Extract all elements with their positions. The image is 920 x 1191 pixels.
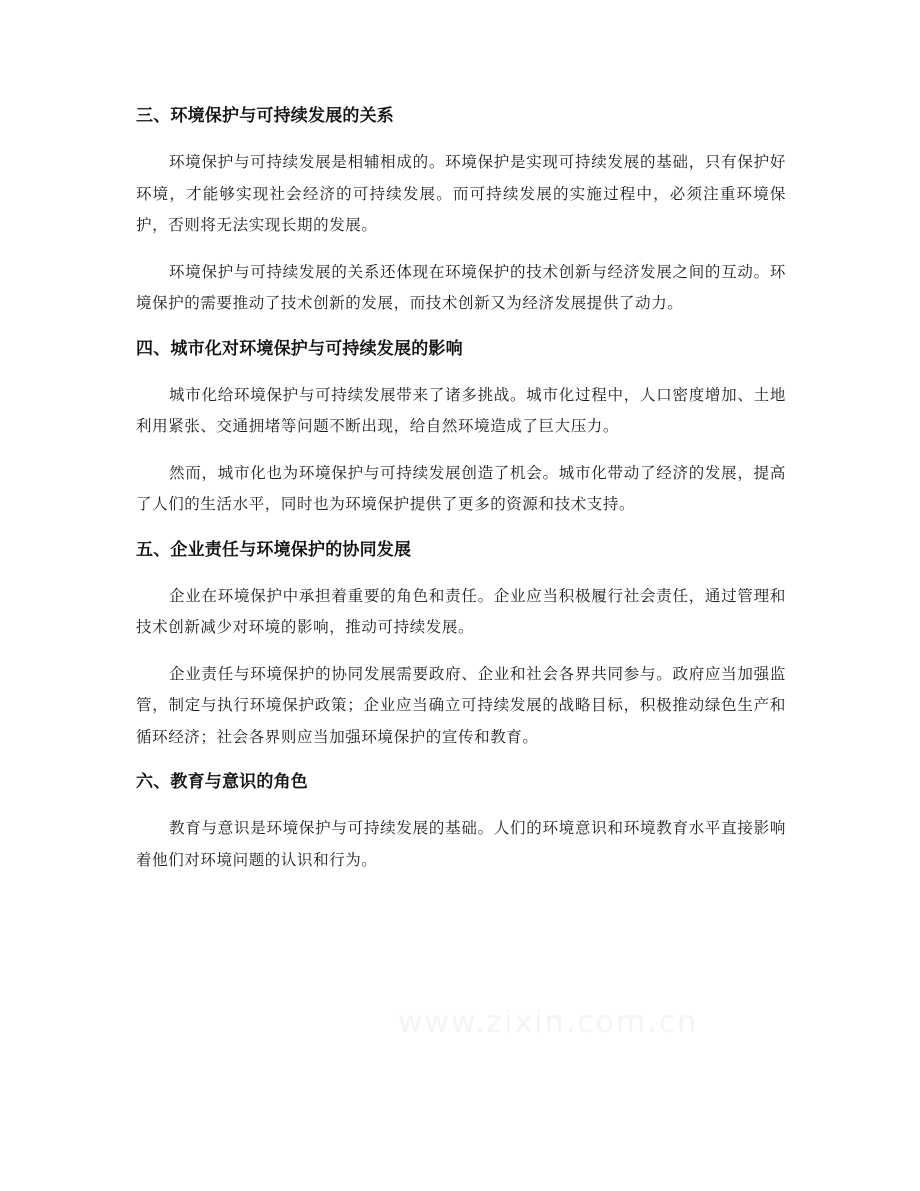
document-body	[136, 103, 786, 876]
paragraph: 环境保护与可持续发展的关系还体现在环境保护的技术创新与经济发展之间的互动。环境保护的需要推动了技术创新的发展，而技术创新又为经济发展提供了动力。	[136, 262, 786, 312]
section-heading-4: 四、城市化对环境保护与可持续发展的影响	[136, 338, 463, 359]
paragraph: 城市化给环境保护与可持续发展带来了诸多挑战。城市化过程中，人口密度增加、土地利用紧张、交通拥堵等问题不断出现，给自然环境造成了巨大压力。	[136, 385, 786, 435]
paragraph: 然而，城市化也为环境保护与可持续发展创造了机会。城市化带动了经济的发展，提高了人们的生活水平，同时也为环境保护提供了更多的资源和技术支持。	[136, 463, 786, 513]
paragraph: 企业在环境保护中承担着重要的角色和责任。企业应当积极履行社会责任，通过管理和技术创新减少对环境的影响，推动可持续发展。	[136, 586, 786, 636]
section-heading-6: 六、教育与意识的角色	[136, 772, 308, 792]
section-heading-5: 五、企业责任与环境保护的协同发展	[136, 539, 412, 560]
paragraph: 环境保护与可持续发展是相辅相成的。环境保护是实现可持续发展的基础，只有保护好环境，才能够实现社会经济的可持续发展。而可持续发展的实施过程中，必须注重环境保护，否则将无法实现长期的发展。	[136, 153, 786, 234]
section-heading-3: 三、环境保护与可持续发展的关系	[136, 106, 394, 126]
watermark: www.zixin.com.cn	[398, 1005, 699, 1040]
paragraph: 企业责任与环境保护的协同发展需要政府、企业和社会各界共同参与。政府应当加强监管，制定与执行环境保护政策；企业应当确立可持续发展的战略目标，积极推动绿色生产和循环经济；社会各界则应当加强环境保护的宣传和教育。	[136, 664, 786, 746]
paragraph: 教育与意识是环境保护与可持续发展的基础。人们的环境意识和环境教育水平直接影响着他们对环境问题的认识和行为。	[136, 819, 786, 869]
